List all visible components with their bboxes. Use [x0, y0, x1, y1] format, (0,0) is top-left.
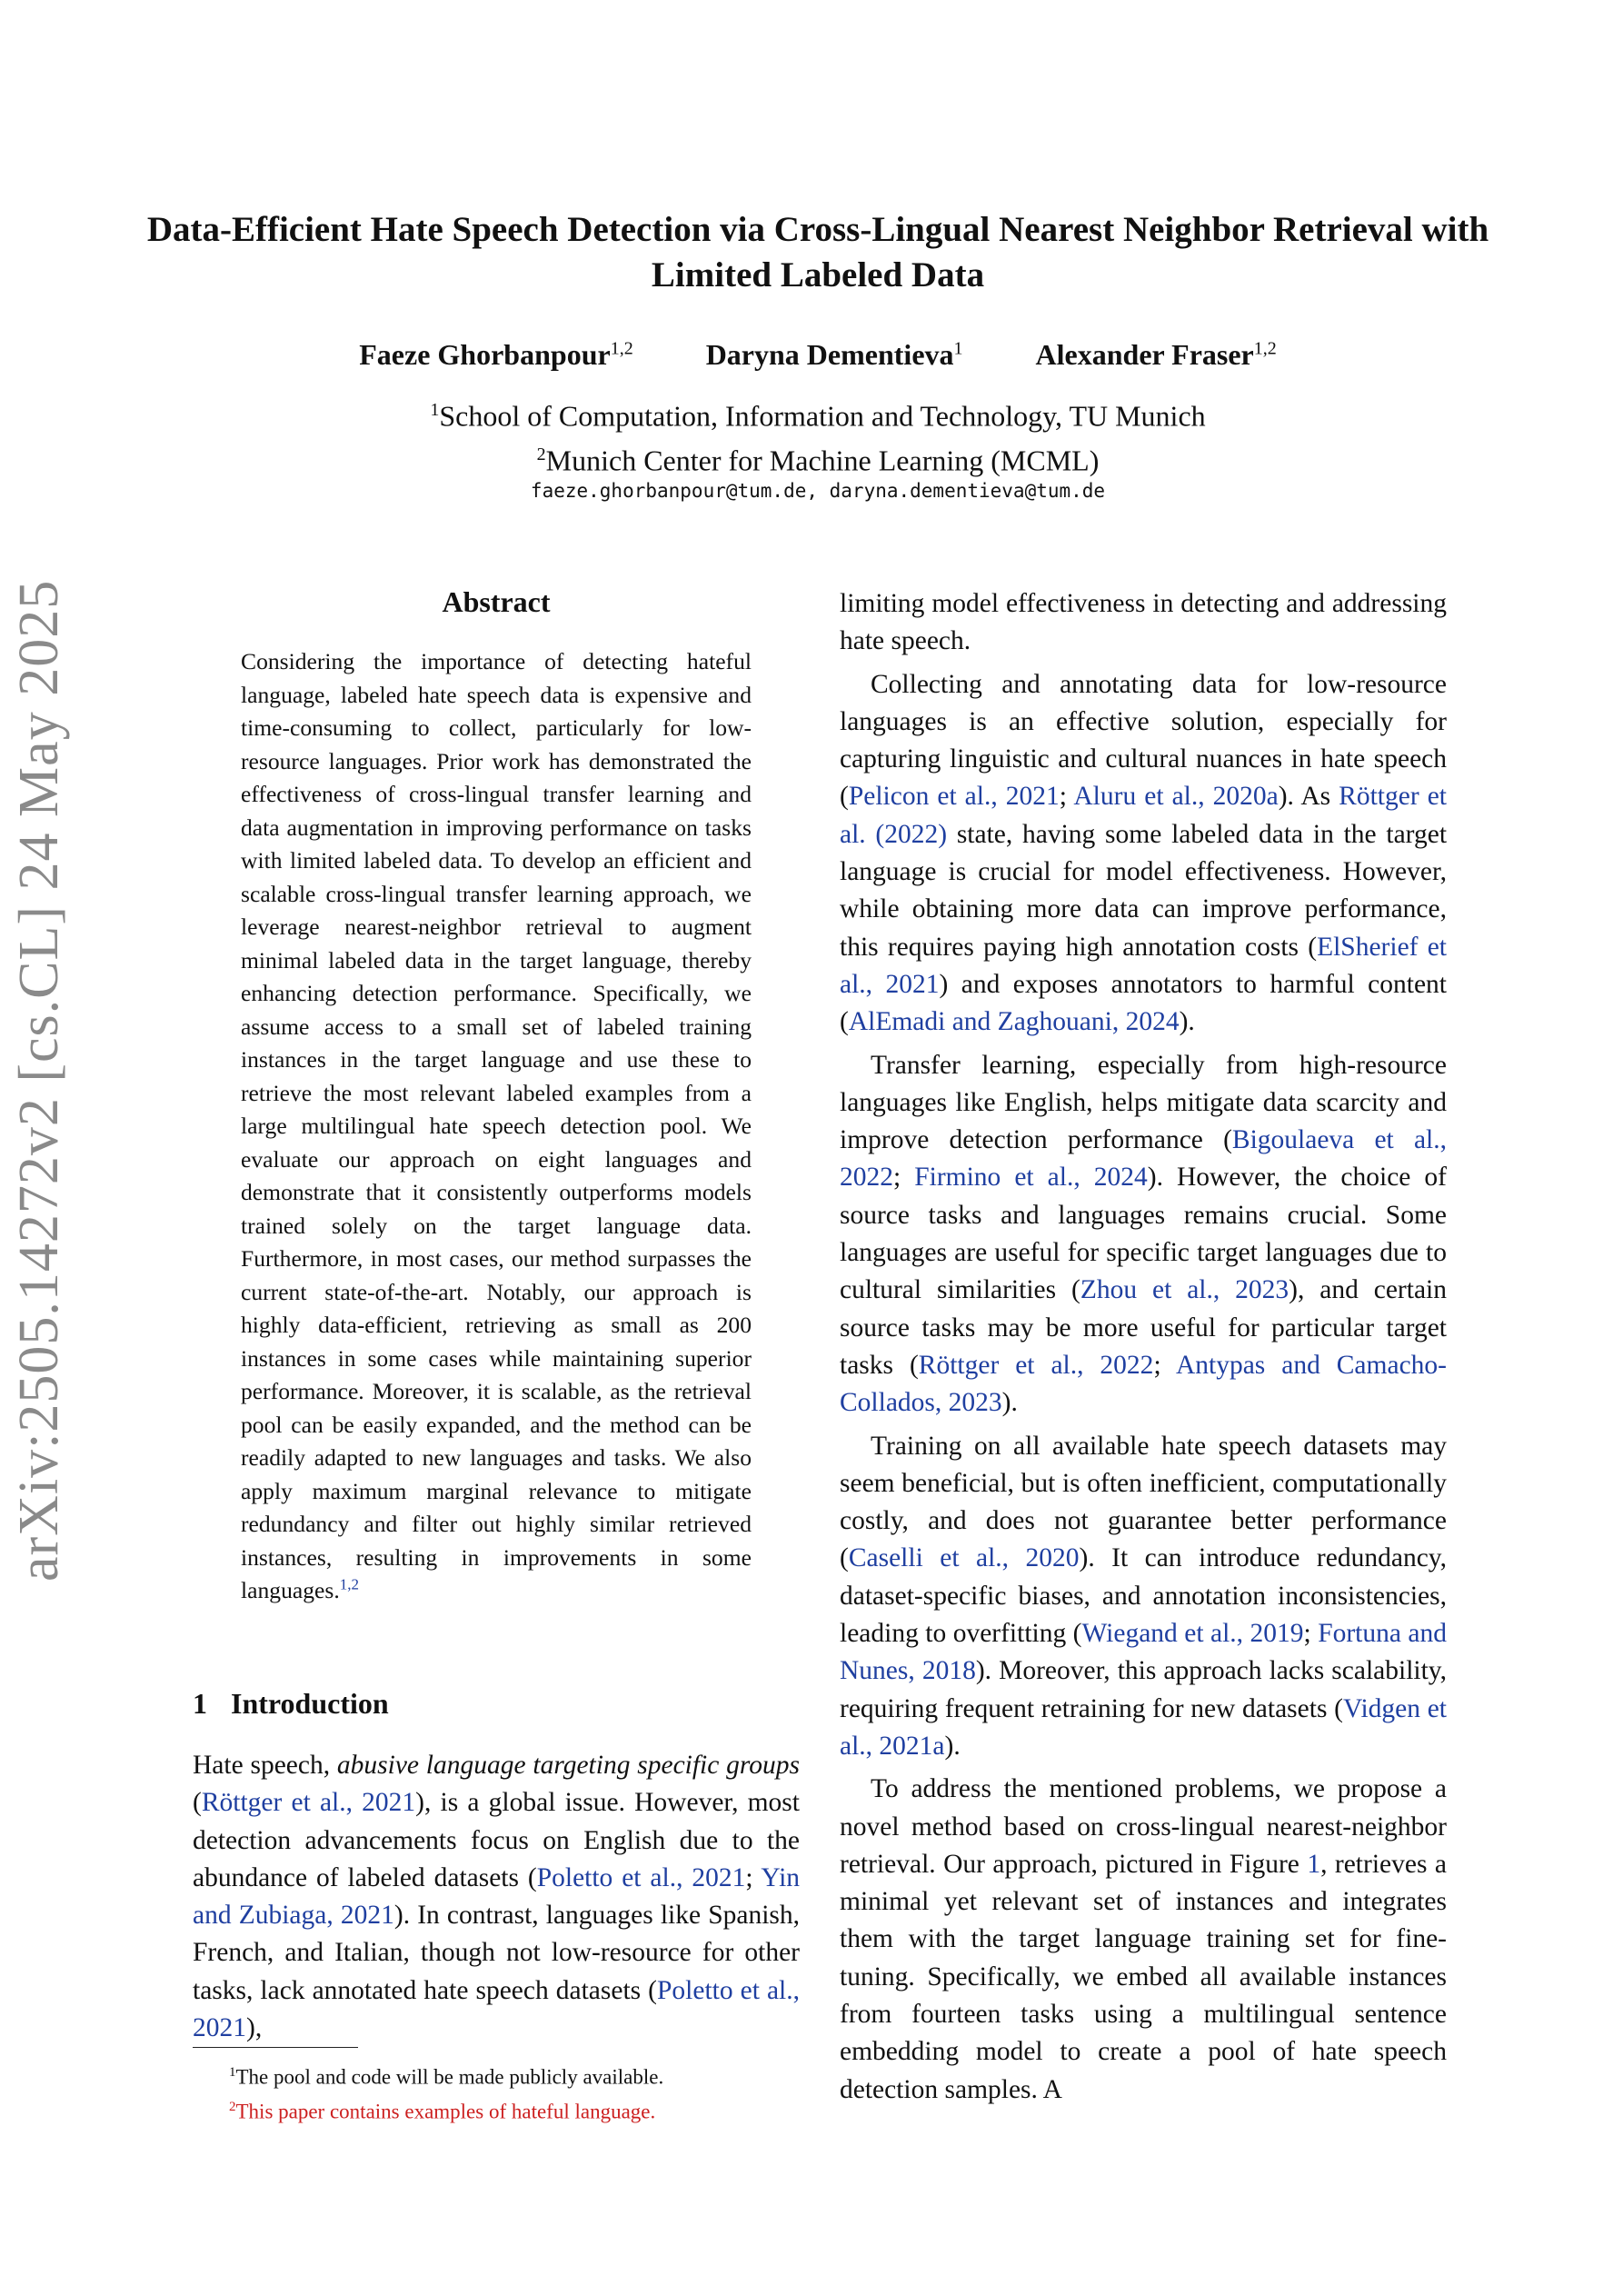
- author-2: [706, 338, 963, 371]
- text-run: ).: [1179, 1007, 1195, 1037]
- affiliation-text: School of Computation, Information and Technology, TU Munich: [439, 399, 1206, 433]
- section-number: 1: [193, 1687, 207, 1720]
- definition-emphasis: abusive language targeting specific groups: [336, 1751, 800, 1780]
- footnote-mark: 2: [229, 2099, 236, 2114]
- text-run: Collecting and annotating data for low-resource languages is an effective solution, especially for capturing linguistic and cultural nuances in hate speech (: [840, 669, 1447, 812]
- text-run: ;: [1153, 1350, 1176, 1380]
- paper-title: Data-Efficient Hate Speech Detection via Cross-Lingual Nearest Neighbor Retrieval with Limited Labeled Data: [146, 210, 1489, 294]
- text-run: Transfer learning, especially from high-resource languages like English, helps mitigate data scarcity and improve detection performance (: [840, 1050, 1447, 1155]
- paragraph: [840, 1428, 1447, 1766]
- citation-link[interactable]: Caselli et al., 2020: [848, 1543, 1080, 1573]
- right-column: [840, 585, 1447, 2114]
- text-run: (: [193, 1788, 202, 1818]
- citation-link[interactable]: Antypas and Camacho-Collados, 2023: [840, 1350, 1447, 1418]
- citation-link[interactable]: Röttger et al., 2022: [918, 1350, 1154, 1380]
- footnote-text: The pool and code will be made publicly available.: [235, 2065, 664, 2089]
- text-run: ), is a global issue. However, most detection advancements focus on English due to the abundance of labeled datasets (: [193, 1788, 800, 1892]
- section-heading-introduction: [193, 1687, 389, 1721]
- citation-link[interactable]: ElSherief et al., 2021: [840, 932, 1447, 999]
- author-name: Faeze Ghorbanpour: [359, 338, 611, 371]
- author-affil-mark: 1: [953, 338, 963, 359]
- author-affil-mark: 1,2: [1253, 338, 1277, 359]
- citation-link[interactable]: AlEmadi and Zaghouani, 2024: [848, 1007, 1180, 1037]
- text-run: ). It can introduce redundancy, dataset-specific biases, and annotation inconsistencies, leading to overfitting (: [840, 1543, 1447, 1649]
- author-name: Daryna Dementieva: [705, 338, 954, 371]
- abstract-body: [241, 645, 752, 1608]
- author-3: [1036, 338, 1277, 371]
- intro-paragraph: [193, 1747, 800, 2047]
- figure-reference-link[interactable]: 1: [1307, 1849, 1321, 1879]
- author-list: [145, 338, 1490, 372]
- text-run: ).: [1001, 1388, 1018, 1418]
- arxiv-identifier: arXiv:2505.14272v2 [cs.CL] 24 May 2025: [8, 579, 70, 1582]
- text-run: ), and certain source tasks may be more useful for particular target tasks (: [840, 1275, 1447, 1380]
- author-emails: faeze.ghorbanpour@tum.de, daryna.dementieva@tum.de: [530, 480, 1106, 502]
- text-run: To address the mentioned problems, we propose a novel method based on cross-lingual nearest-neighbor retrieval. Our approach, pictured in Figure: [840, 1774, 1447, 1879]
- paragraph: [840, 585, 1447, 661]
- text-run: , retrieves a minimal yet relevant set of instances and integrates them with the target language training set for fine-tuning. Specifically, we embed all available instances from fourteen tasks using a multilingual sentence embedding model to create a pool of hate speech detection samples. A: [840, 1849, 1447, 2104]
- citation-link[interactable]: Wiegand et al., 2019: [1081, 1619, 1304, 1649]
- text-run: ). As: [1278, 782, 1339, 812]
- section-title: Introduction: [231, 1687, 389, 1720]
- citation-link[interactable]: Firmino et al., 2024: [914, 1163, 1148, 1193]
- text-run: ). In contrast, languages like Spanish, French, and Italian, though not low-resource for other tasks, lack annotated hate speech datasets (: [193, 1901, 801, 2005]
- affiliation-1: [145, 391, 1490, 435]
- citation-link[interactable]: Fortuna and Nunes, 2018: [840, 1619, 1448, 1686]
- affiliations: [145, 391, 1490, 479]
- author-1: [359, 338, 632, 371]
- author-name: Alexander Fraser: [1035, 338, 1254, 371]
- text-run: ;: [893, 1163, 915, 1193]
- text-run: ). Moreover, this approach lacks scalability, requiring frequent retraining for new datasets (: [840, 1656, 1447, 1723]
- affiliation-mark: 1: [430, 400, 440, 420]
- footnote-mark: 1: [229, 2065, 236, 2080]
- abstract-text: Considering the importance of detecting hateful language, labeled hate speech data is expensive and time-consuming to collect, particularly for low-resource languages. Prior work has demonstrated the effectiveness of cross-lingual transfer learning and data augmentation in improving performance on tasks with limited labeled data. To develop an efficient and scalable cross-lingual transfer learning approach, we leverage nearest-neighbor retrieval to augment minimal labeled data in the target language, thereby enhancing detection performance. Specifically, we assume access to a small set of labeled training instances in the target language and use these to retrieve the most relevant labeled examples from a large multilingual hate speech detection pool. We evaluate our approach on eight languages and demonstrate that it consistently outperforms models trained solely on the target language data. Furthermore, in most cases, our method surpasses the current state-of-the-art. Notably, our approach is highly data-efficient, retrieving as small as 200 instances in some cases while maintaining superior performance. Moreover, it is scalable, as the retrieval pool can be easily expanded, and the method can be readily adapted to new languages and tasks. We also apply maximum marginal relevance to mitigate redundancy and filter out highly similar retrieved instances, resulting in improvements in some languages.: [241, 648, 752, 1603]
- text-run: ) and exposes annotators to harmful content (: [840, 969, 1447, 1037]
- text-run: state, having some labeled data in the target language is crucial for model effectiveness. However, while obtaining more data can improve performance, this requires paying high annotation costs (: [840, 819, 1448, 962]
- footnote-text: This paper contains examples of hateful language.: [235, 2100, 656, 2123]
- citation-link[interactable]: Röttger et al. (2022): [840, 782, 1447, 849]
- text-run: ). However, the choice of source tasks and languages remains crucial. Some languages are useful for specific target languages due to cultural similarities (: [840, 1163, 1447, 1305]
- text-run: ),: [246, 2013, 263, 2043]
- citation-link[interactable]: Zhou et al., 2023: [1080, 1275, 1289, 1305]
- citation-link[interactable]: Yin and Zubiaga, 2021: [193, 1862, 801, 1931]
- affiliation-2: [145, 435, 1490, 480]
- text-run: ;: [1303, 1619, 1319, 1649]
- author-affil-mark: 1,2: [610, 338, 633, 359]
- citation-link[interactable]: Bigoulaeva et al., 2022: [840, 1125, 1447, 1193]
- affiliation-text: Munich Center for Machine Learning (MCML): [545, 444, 1100, 477]
- citation-link[interactable]: Poletto et al., 2021: [193, 1975, 801, 2043]
- citation-link[interactable]: Vidgen et al., 2021a: [840, 1693, 1447, 1761]
- footnote-rule: [193, 2047, 358, 2048]
- text-run: Training on all available hate speech datasets may seem beneficial, but is often inefficient, computationally costly, and does not guarantee better performance (: [840, 1431, 1447, 1573]
- footnote-link[interactable]: 1,2: [339, 1575, 359, 1593]
- citation-link[interactable]: Aluru et al., 2020a: [1073, 782, 1279, 812]
- paragraph: [840, 1047, 1447, 1423]
- abstract-heading: Abstract: [442, 585, 551, 618]
- citation-link[interactable]: Röttger et al., 2021: [201, 1788, 416, 1818]
- paragraph: [840, 666, 1447, 1042]
- affiliation-mark: 2: [536, 444, 546, 464]
- footnote-2: [193, 2092, 800, 2127]
- text-run: ;: [745, 1862, 762, 1892]
- text-run: limiting model effectiveness in detecting and addressing hate speech.: [840, 589, 1447, 656]
- citation-link[interactable]: Poletto et al., 2021: [536, 1862, 746, 1892]
- citation-link[interactable]: Pelicon et al., 2021: [848, 782, 1060, 812]
- paragraph: [840, 1771, 1447, 2109]
- footnote-1: [193, 2058, 800, 2092]
- text-run: Hate speech,: [193, 1751, 337, 1780]
- text-run: ;: [1059, 782, 1074, 812]
- footnotes: [193, 2058, 800, 2126]
- text-run: ).: [944, 1731, 961, 1761]
